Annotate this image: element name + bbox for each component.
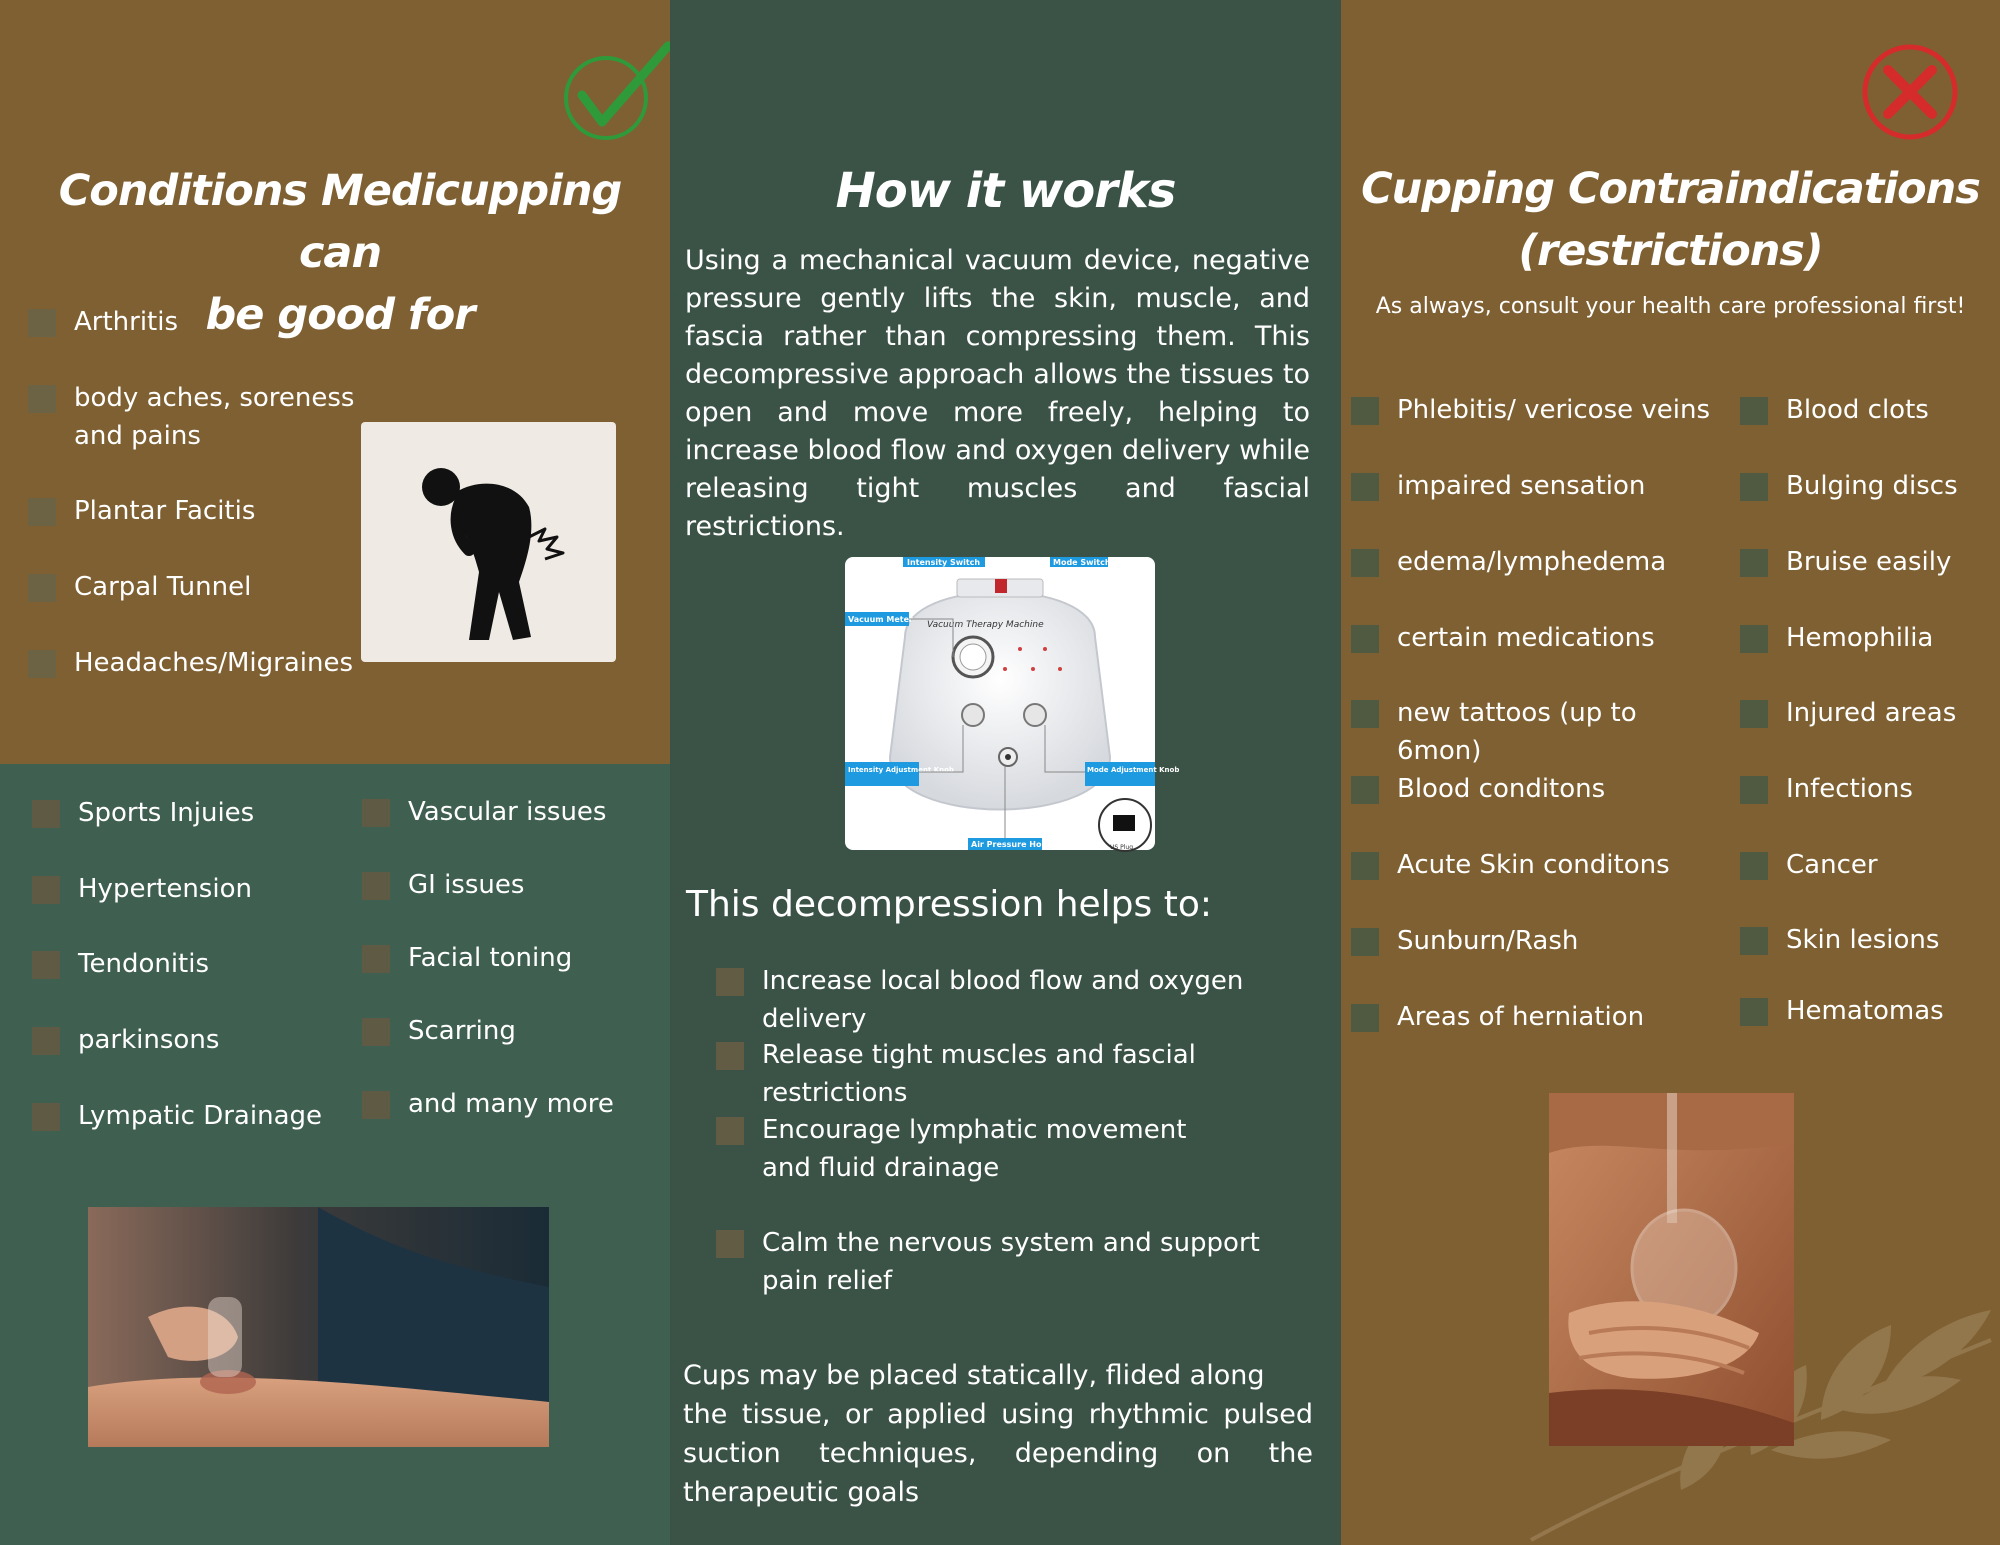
list-item bbox=[362, 793, 662, 831]
checkbox-square-icon bbox=[1351, 852, 1379, 880]
callout-mode-switch: Mode Switch bbox=[1053, 558, 1111, 567]
list-item-label: Blood conditons bbox=[1397, 774, 1606, 804]
checkbox-square-icon bbox=[1740, 549, 1768, 577]
list-item-label: Skin lesions bbox=[1786, 925, 1940, 955]
checkbox-square-icon bbox=[28, 650, 56, 678]
list-item bbox=[32, 870, 352, 908]
list-item bbox=[28, 303, 388, 341]
close-cross-icon bbox=[1860, 42, 1960, 142]
list-item-label: certain medications bbox=[1397, 623, 1655, 653]
checkbox-square-icon bbox=[1740, 700, 1768, 728]
list-item-label: Increase local blood flow and oxygen delivery bbox=[762, 966, 1244, 1034]
checkbox-square-icon bbox=[1351, 700, 1379, 728]
consult-note: As always, consult your health care professional first! bbox=[1375, 294, 1966, 319]
closing-rest: the tissue, or applied using rhythmic pulsed suction techniques, depending on the therapeutic goals bbox=[683, 1399, 1313, 1508]
checkbox-square-icon bbox=[716, 1230, 744, 1258]
list-item-label: Facial toning bbox=[408, 943, 573, 973]
list-item bbox=[362, 1012, 662, 1050]
intro-paragraph: Using a mechanical vacuum device, negative pressure gently lifts the skin, muscle, and fascia rather than compressing them. This decompressive approach allows the tissues to open and move more freely, helping to increase blood flow and oxygen delivery while releasing tight muscles and fascial restrictions. bbox=[685, 245, 1310, 542]
list-item-label: Hypertension bbox=[78, 874, 252, 904]
machine-brand-label: Vacuum Therapy Machine bbox=[927, 620, 1044, 630]
list-item-label: and many more bbox=[408, 1089, 614, 1119]
middle-panel bbox=[670, 0, 1341, 1545]
list-item-label: Bulging discs bbox=[1786, 471, 1958, 501]
list-item bbox=[32, 1097, 352, 1135]
list-item-label: Bruise easily bbox=[1786, 547, 1952, 577]
checkbox-square-icon bbox=[28, 498, 56, 526]
checkbox-square-icon bbox=[716, 1042, 744, 1070]
right-title-line-1: Cupping Contraindications bbox=[1361, 164, 1980, 214]
list-item bbox=[1740, 770, 1995, 808]
cupping-oval-photo bbox=[1549, 1093, 1794, 1446]
list-item bbox=[362, 1085, 662, 1123]
list-item-label: Hemophilia bbox=[1786, 623, 1934, 653]
checkbox-square-icon bbox=[362, 1018, 390, 1046]
list-item-label: new tattoos (up to 6mon) bbox=[1397, 698, 1637, 766]
list-item-label: impaired sensation bbox=[1397, 471, 1646, 501]
list-item-label: Sports Injuies bbox=[78, 798, 255, 828]
list-item-label: Cancer bbox=[1786, 850, 1878, 880]
left-title-line-2: be good for bbox=[205, 290, 475, 340]
checkbox-square-icon bbox=[1740, 927, 1768, 955]
callout-mode-knob: Mode Adjustment Knob bbox=[1087, 766, 1180, 774]
left-title-line-1: Conditions Medicupping can bbox=[58, 166, 622, 278]
list-item bbox=[1740, 391, 1995, 429]
list-item-label: Infections bbox=[1786, 774, 1913, 804]
list-item bbox=[1740, 992, 1995, 1030]
list-item-label: Lympatic Drainage bbox=[78, 1101, 323, 1131]
back-pain-figure-icon bbox=[361, 422, 616, 662]
list-item bbox=[1351, 846, 1721, 884]
checkbox-square-icon bbox=[1740, 625, 1768, 653]
cupping-oval-illustration bbox=[1549, 1093, 1794, 1446]
checkbox-square-icon bbox=[1740, 852, 1768, 880]
list-item-label: Hematomas bbox=[1786, 996, 1944, 1026]
list-item bbox=[1351, 391, 1721, 429]
checkbox-square-icon bbox=[28, 574, 56, 602]
list-item-label: Sunburn/Rash bbox=[1397, 926, 1579, 956]
callout-plug: US Plug bbox=[1110, 844, 1134, 851]
list-item bbox=[1351, 619, 1721, 657]
checkbox-square-icon bbox=[1740, 473, 1768, 501]
checkbox-square-icon bbox=[1740, 998, 1768, 1026]
list-item bbox=[716, 962, 1336, 1038]
list-item-label: Injured areas bbox=[1786, 698, 1957, 728]
list-item bbox=[716, 1224, 1276, 1300]
checkbox-square-icon bbox=[32, 1027, 60, 1055]
list-item bbox=[1740, 467, 1995, 505]
list-item-label: edema/lymphedema bbox=[1397, 547, 1667, 577]
list-item bbox=[1351, 998, 1721, 1036]
list-item bbox=[32, 1021, 352, 1059]
list-item bbox=[362, 939, 662, 977]
checkbox-square-icon bbox=[716, 1117, 744, 1145]
closing-first-line: Cups may be placed statically, flided along bbox=[683, 1360, 1265, 1391]
list-item bbox=[1740, 619, 1995, 657]
checkbox-square-icon bbox=[32, 800, 60, 828]
list-item-label: Phlebitis/ vericose veins bbox=[1397, 395, 1711, 425]
checkbox-square-icon bbox=[1351, 928, 1379, 956]
cupping-photo bbox=[88, 1207, 549, 1447]
checkbox-square-icon bbox=[362, 945, 390, 973]
checkbox-square-icon bbox=[1351, 549, 1379, 577]
list-item-label: body aches, soreness and pains bbox=[74, 383, 355, 451]
checkbox-square-icon bbox=[28, 385, 56, 413]
checkbox-square-icon bbox=[362, 872, 390, 900]
list-item bbox=[362, 866, 662, 904]
back-pain-illustration bbox=[361, 422, 616, 662]
helps-heading: This decompression helps to: bbox=[686, 884, 1212, 925]
list-item-label: Acute Skin conditons bbox=[1397, 850, 1670, 880]
list-item-label: Blood clots bbox=[1786, 395, 1929, 425]
list-item bbox=[1740, 694, 1995, 732]
list-item bbox=[1740, 921, 1995, 959]
left-panel bbox=[0, 0, 670, 1545]
list-item bbox=[1351, 467, 1721, 505]
right-panel bbox=[1341, 0, 2000, 1545]
callout-vacuum-meter: Vacuum Meter bbox=[848, 615, 913, 624]
list-item-label: Tendonitis bbox=[78, 949, 210, 979]
callout-intensity-switch: Intensity Switch bbox=[907, 558, 981, 567]
vacuum-machine-image bbox=[845, 557, 1180, 851]
closing-paragraph bbox=[683, 1356, 1313, 1512]
list-item bbox=[1740, 846, 1995, 884]
list-item bbox=[1351, 694, 1721, 770]
left-top-section bbox=[0, 0, 670, 764]
right-title bbox=[1341, 158, 2000, 282]
vacuum-machine-illustration bbox=[845, 557, 1180, 851]
list-item bbox=[1351, 770, 1721, 808]
checkbox-square-icon bbox=[362, 1091, 390, 1119]
callout-intensity-knob: Intensity Adjustment Knob bbox=[848, 766, 954, 774]
checkbox-square-icon bbox=[32, 951, 60, 979]
list-item-label: GI issues bbox=[408, 870, 525, 900]
list-item bbox=[1740, 543, 1995, 581]
checkbox-square-icon bbox=[1740, 776, 1768, 804]
middle-title: How it works bbox=[835, 163, 1176, 219]
checkbox-square-icon bbox=[1740, 397, 1768, 425]
list-item bbox=[28, 644, 368, 682]
list-item-label: Scarring bbox=[408, 1016, 516, 1046]
list-item bbox=[716, 1036, 1336, 1112]
list-item bbox=[28, 492, 368, 530]
left-bottom-section bbox=[0, 764, 670, 1545]
list-item bbox=[1351, 543, 1721, 581]
list-item-label: Vascular issues bbox=[408, 797, 607, 827]
checkmark-icon bbox=[560, 40, 670, 145]
checkbox-square-icon bbox=[1351, 397, 1379, 425]
callout-air-hole: Air Pressure Hole bbox=[971, 840, 1050, 849]
list-item bbox=[32, 794, 352, 832]
list-item-label: Calm the nervous system and support pain relief bbox=[762, 1228, 1260, 1296]
list-item-label: Headaches/Migraines bbox=[74, 648, 354, 678]
checkbox-square-icon bbox=[32, 876, 60, 904]
list-item bbox=[716, 1111, 1236, 1187]
list-item-label: Plantar Facitis bbox=[74, 496, 256, 526]
list-item bbox=[28, 379, 408, 455]
checkbox-square-icon bbox=[716, 968, 744, 996]
checkbox-square-icon bbox=[1351, 473, 1379, 501]
checkbox-square-icon bbox=[28, 309, 56, 337]
list-item-label: Carpal Tunnel bbox=[74, 572, 252, 602]
checkbox-square-icon bbox=[1351, 1004, 1379, 1032]
checkbox-square-icon bbox=[1351, 776, 1379, 804]
list-item bbox=[28, 568, 368, 606]
list-item bbox=[1351, 922, 1721, 960]
checkbox-square-icon bbox=[1351, 625, 1379, 653]
checkbox-square-icon bbox=[362, 799, 390, 827]
cupping-photo-illustration bbox=[88, 1207, 549, 1447]
list-item-label: Arthritis bbox=[74, 307, 179, 337]
checkbox-square-icon bbox=[32, 1103, 60, 1131]
list-item-label: parkinsons bbox=[78, 1025, 220, 1055]
right-title-line-2: (restrictions) bbox=[1518, 226, 1823, 276]
list-item-label: Release tight muscles and fascial restrictions bbox=[762, 1040, 1196, 1108]
list-item-label: Areas of herniation bbox=[1397, 1002, 1645, 1032]
list-item bbox=[32, 945, 352, 983]
list-item-label: Encourage lymphatic movement and fluid drainage bbox=[762, 1115, 1187, 1183]
